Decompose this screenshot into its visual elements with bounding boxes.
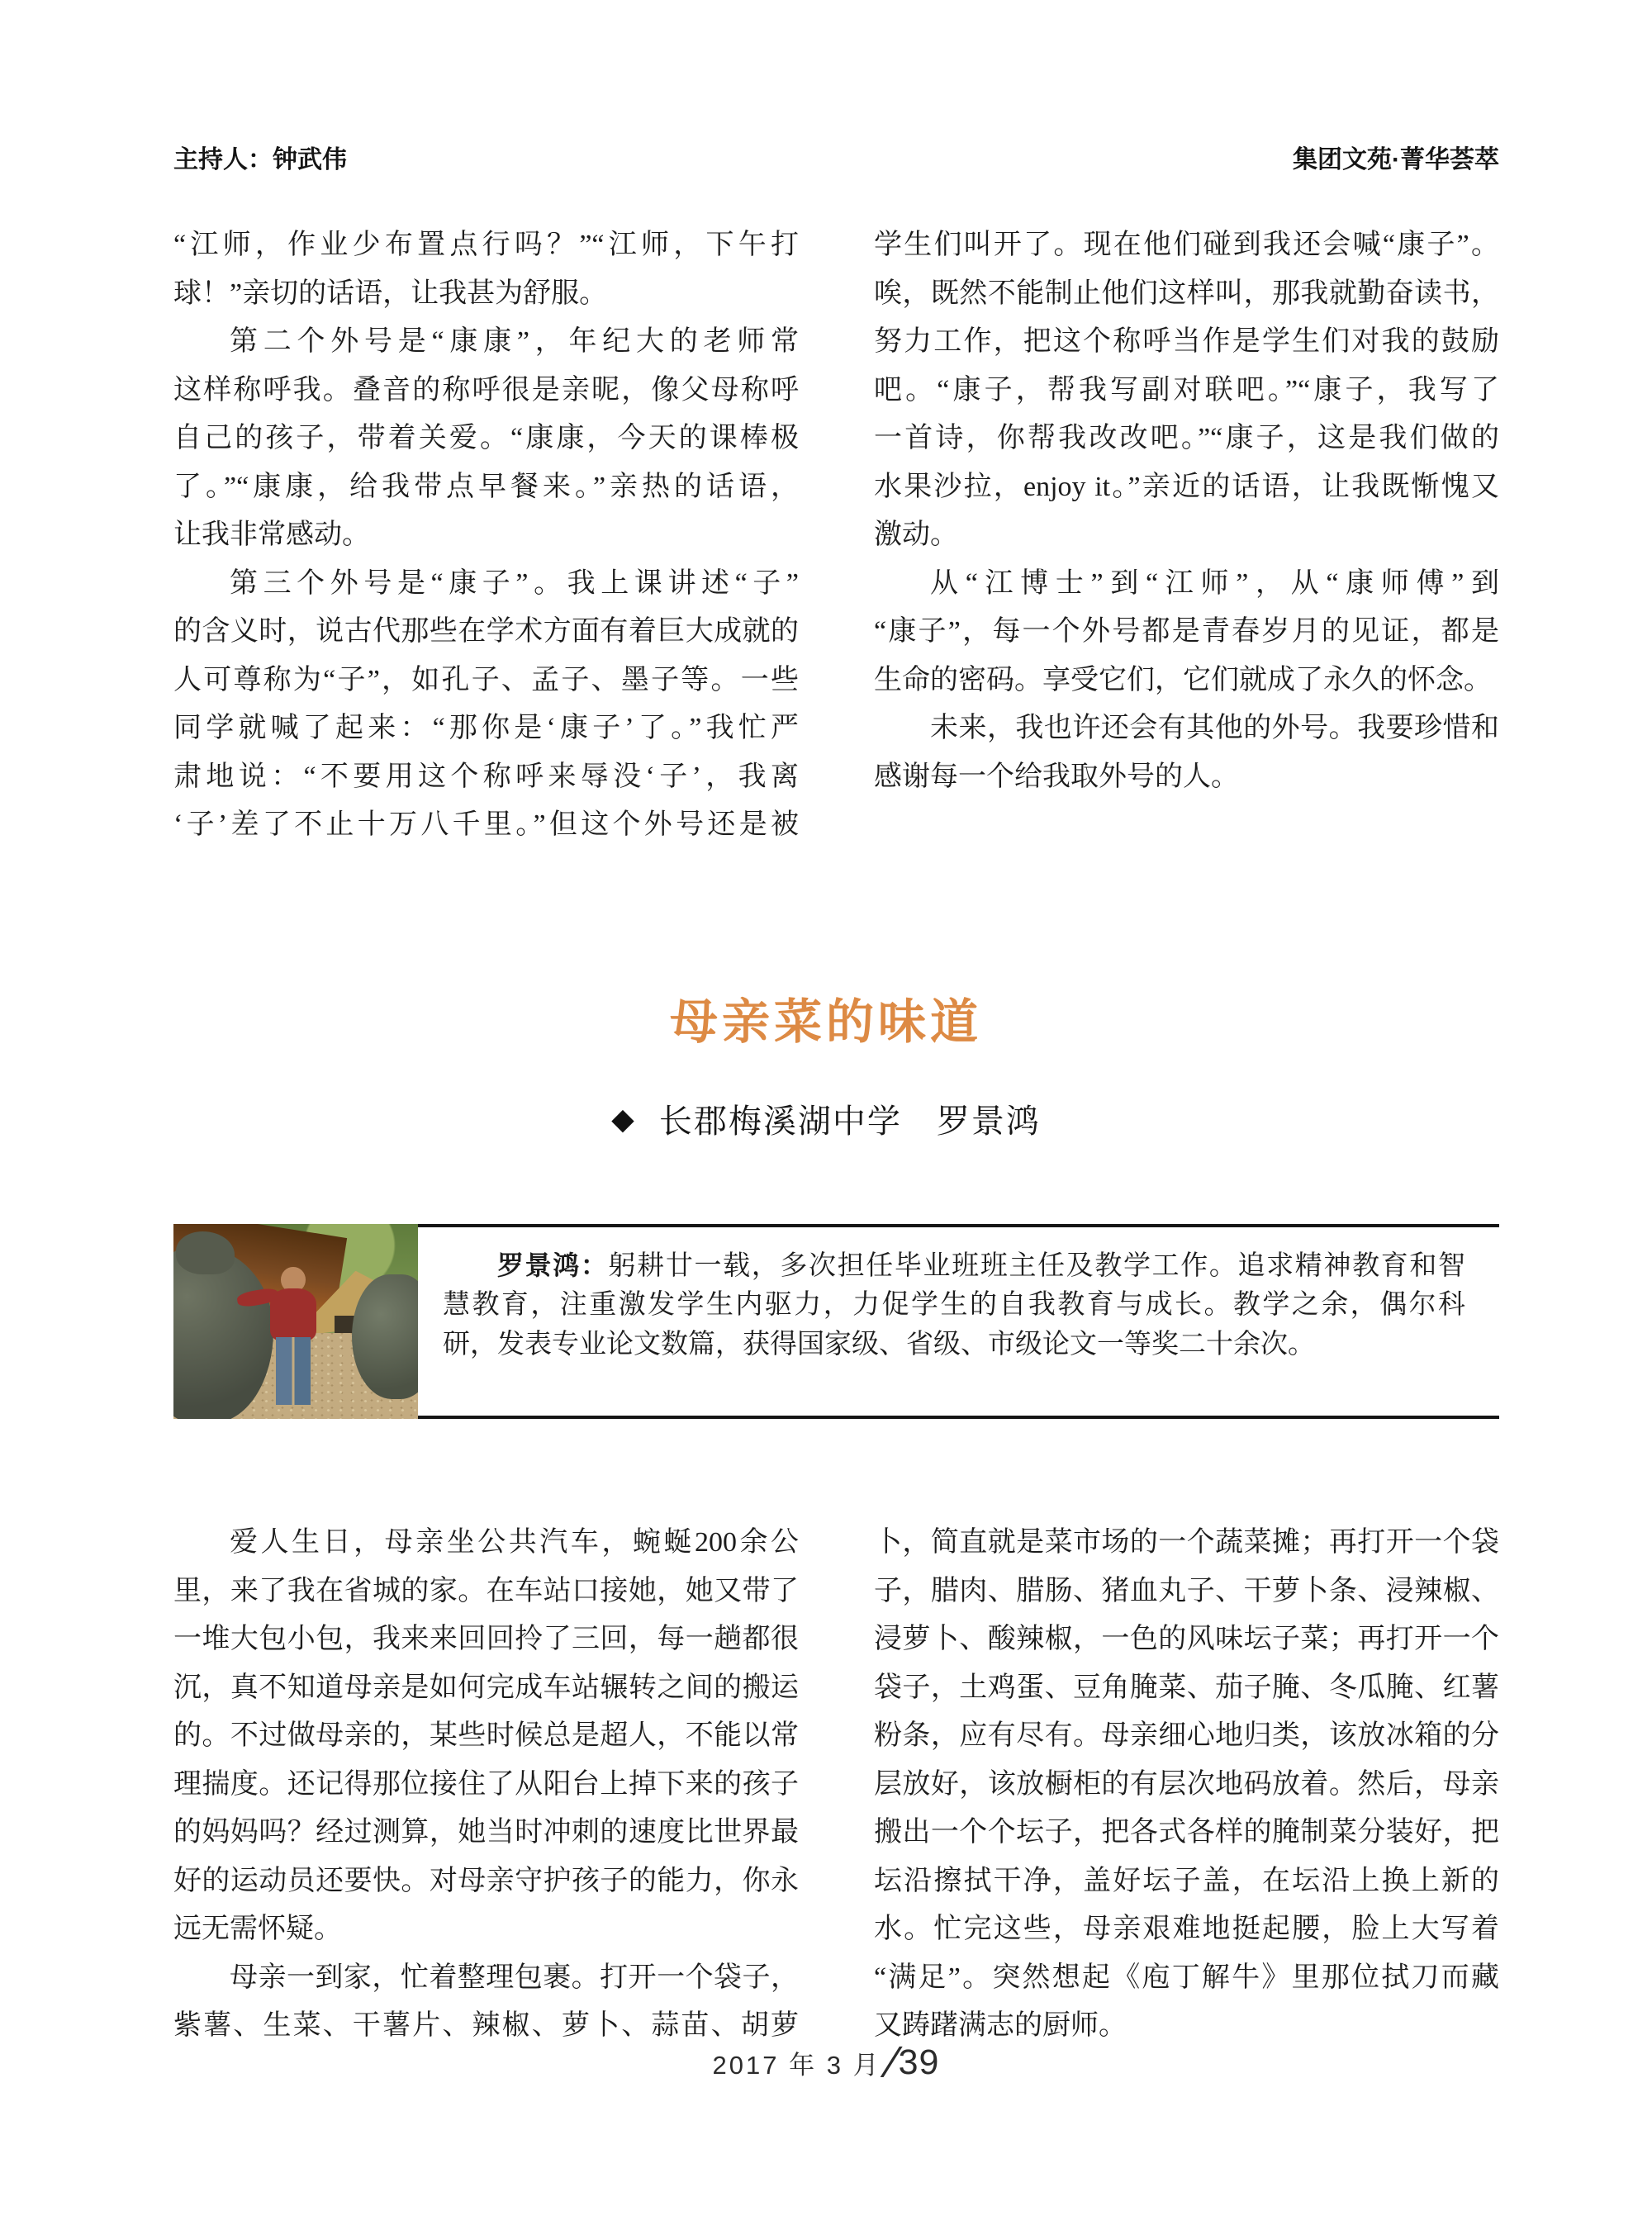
photo-rock-left-top [176,1231,235,1274]
text-line: 浸萝卜、酸辣椒，一色的风味坛子菜；再打开一个 [874,1624,1499,1654]
text-line: 唉，既然不能制止他们这样叫，那我就勤奋读书， [874,278,1499,309]
photo-person-shirt [270,1288,316,1341]
page-footer [0,2040,1652,2085]
article1-columns [173,221,1499,850]
text-line: 第二个外号是“康康”，年纪大的老师常 [230,326,799,357]
text-line: 袋子，土鸡蛋、豆角腌菜、茄子腌、冬瓜腌、红薯 [874,1672,1499,1703]
author-name: 长郡梅溪湖中学 罗景鸿 [658,1103,1041,1140]
text-line: 层放好，该放橱柜的有层次地码放着。然后，母亲 [874,1768,1499,1800]
text-line: 生命的密码。享受它们，它们就成了永久的怀念。 [874,664,1492,695]
text-line: 肃地说：“不要用这个称呼来辱没‘子’，我离 [173,761,799,792]
text-line: 研，发表专业论文数篇，获得国家级、省级、市级论文一等奖二十余次。 [443,1330,1315,1359]
text-line: 这样称呼我。叠音的称呼很是亲昵，像父母称呼 [173,374,799,406]
author-bio-name: 罗景鸿： [497,1250,609,1280]
page-header [173,139,1499,175]
text-line: 人可尊称为“子”，如孔子、孟子、墨子等。一些 [173,664,799,695]
text-line: 子，腊肉、腊肠、猪血丸子、干萝卜条、浸辣椒、 [874,1575,1499,1606]
text-line: 沉，真不知道母亲是如何完成车站辗转之间的搬运 [173,1672,799,1703]
text-line: 理揣度。还记得那位接住了从阳台上掉下来的孩子 [173,1768,799,1800]
text-line: 球！”亲切的话语，让我甚为舒服。 [173,278,608,309]
text-line: 母亲一到家，忙着整理包裹。打开一个袋子， [230,1962,799,1993]
text-line: “江师，作业少布置点行吗？”“江师，下午打 [173,230,799,260]
text-line: “康子”，每一个外号都是青春岁月的见证，都是 [874,616,1499,647]
text-line: 紫薯、生菜、干薯片、辣椒、萝卜、蒜苗、胡萝 [173,2010,799,2041]
footer-page-number: 39 [898,2042,940,2082]
text-line: 让我非常感动。 [173,519,370,550]
text-line: 第三个外号是“康子”。我上课讲述“子” [230,567,799,599]
text-line: ‘子’差了不止十万八千里。”但这个外号还是被 [173,809,799,840]
header-host-label: 主持人：钟武伟 [173,146,347,173]
text-line: 吧。“康子，帮我写副对联吧。”“康子，我写了 [874,374,1499,406]
header-section-label: 集团文苑·菁华荟萃 [1293,146,1499,173]
text-line: 自己的孩子，带着关爱。“康康，今天的课棒极 [173,423,799,453]
text-line: 学生们叫开了。现在他们碰到我还会喊“康子”。 [874,230,1499,260]
footer-slash: ∕ [889,2038,897,2087]
text-line: 未来，我也许还会有其他的外号。我要珍惜和 [930,713,1499,743]
text-line: 的含义时，说古代那些在学术方面有着巨大成就的 [173,616,799,647]
text-line: 的妈妈吗？经过测算，她当时冲刺的速度比世界最 [173,1817,799,1848]
author-photo [173,1224,418,1419]
text-line: 同学就喊了起来：“那你是‘康子’了。”我忙严 [173,713,799,743]
article2-left-column [173,1519,799,2051]
article1-left-column [173,221,799,850]
text-line: 爱人生日，母亲坐公共汽车，蜿蜒200余公 [230,1527,799,1558]
text-line: 远无需怀疑。 [173,1914,342,1944]
text-line: “满足”。突然想起《庖丁解牛》里那位拭刀而藏 [874,1962,1499,1993]
text-line: 里，来了我在省城的家。在车站口接她，她又带了 [173,1575,799,1606]
article1-right-column [874,221,1499,850]
article2-byline [0,1095,1652,1142]
author-bio-text [443,1245,1465,1364]
text-line: 慧教育，注重激发学生内驱力，力促学生的自我教育与成长。教学之余，偶尔科 [443,1290,1465,1320]
text-line: 感谢每一个给我取外号的人。 [874,761,1239,792]
text-line: 坛沿擦拭干净，盖好坛子盖，在坛沿上换上新的 [874,1865,1499,1896]
article2-title: 母亲菜的味道 [669,995,982,1049]
text-line: 又踌躇满志的厨师。 [874,2010,1127,2041]
text-line: 一首诗，你帮我改改吧。”“康子，这是我们做的 [874,423,1499,453]
text-line: 从“江博士”到“江师”，从“康师傅”到 [930,567,1499,599]
article2-columns [173,1519,1499,2051]
diamond-icon: ◆ [611,1102,634,1136]
text-line: 努力工作，把这个称呼当作是学生们对我的鼓励 [874,326,1499,357]
author-bio-box [173,1224,1499,1419]
text-line: 好的运动员还要快。对母亲守护孩子的能力，你永 [173,1865,799,1896]
text-line: 了。”“康康，给我带点早餐来。”亲热的话语， [173,471,799,502]
footer-date: 2017 年 3 月 [712,2050,881,2080]
photo-person-jeans [276,1337,310,1406]
text-line: 粉条，应有尽有。母亲细心地归类，该放冰箱的分 [874,1720,1499,1751]
text-line: 水。忙完这些，母亲艰难地挺起腰，脸上大写着 [874,1914,1499,1944]
text-line: 搬出一个个坛子，把各式各样的腌制菜分装好，把 [874,1817,1499,1848]
text-line: 罗景鸿：躬耕廿一载，多次担任毕业班班主任及教学工作。追求精神教育和智 [497,1250,1465,1281]
article2-right-column [874,1519,1499,2051]
text-line: 卜，简直就是菜市场的一个蔬菜摊；再打开一个袋 [874,1527,1499,1558]
text-line: 激动。 [874,519,958,550]
text-line: 水果沙拉，enjoy it。”亲近的话语，让我既惭愧又 [874,471,1499,502]
text-line: 一堆大包小包，我来来回回拎了三回，每一趟都很 [173,1624,799,1654]
text-line: 的。不过做母亲的，某些时候总是超人，不能以常 [173,1720,799,1751]
